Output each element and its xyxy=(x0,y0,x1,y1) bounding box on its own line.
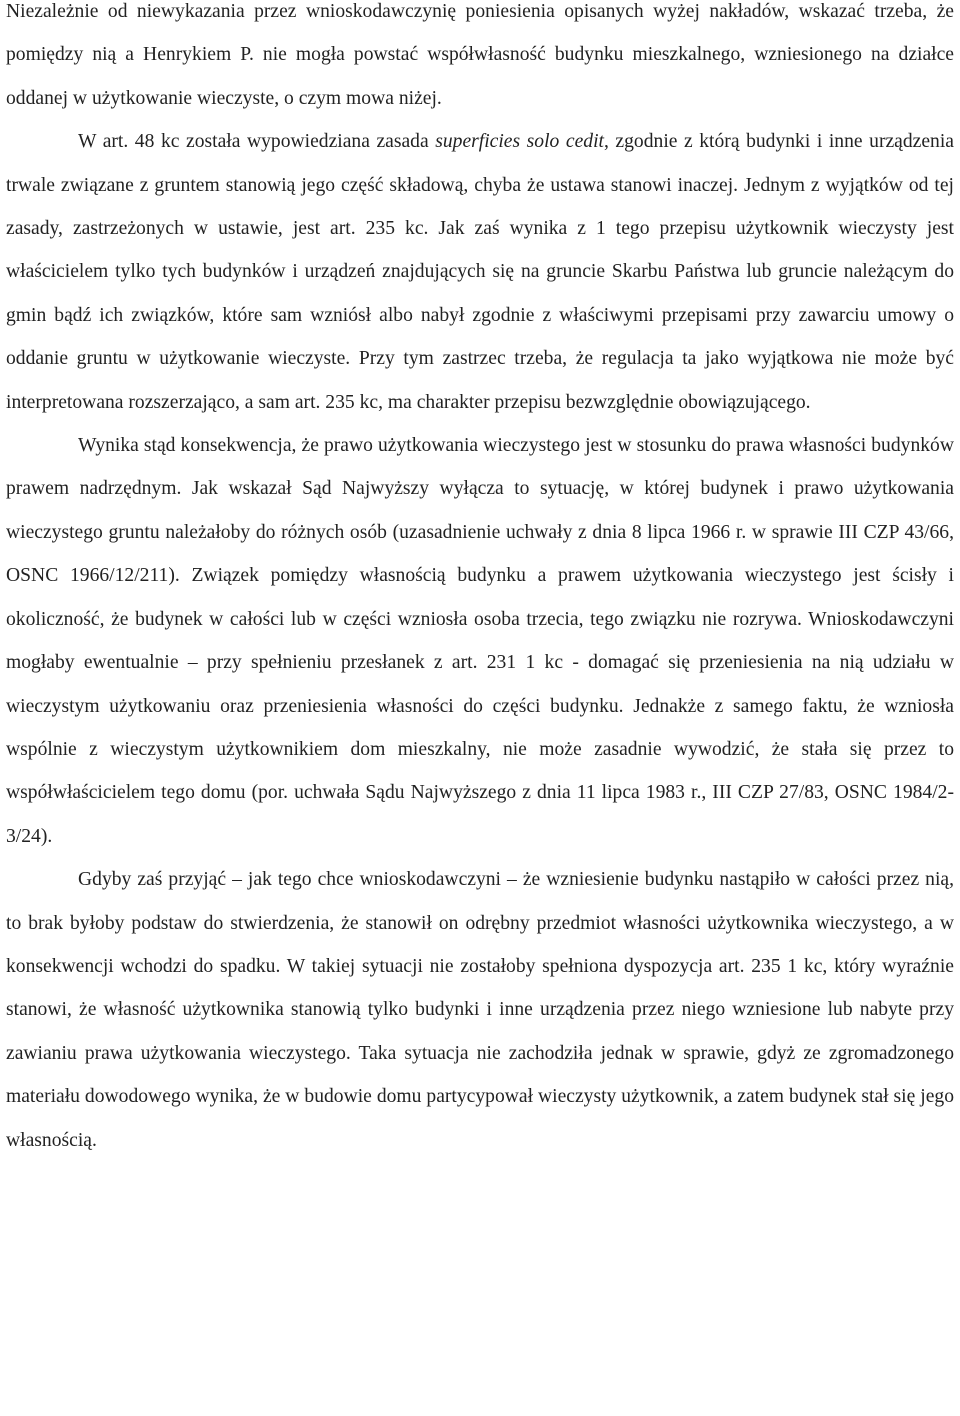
paragraph-2-text-a: W art. 48 kc została wypowiedziana zasada xyxy=(78,131,436,153)
paragraph-4 xyxy=(6,858,954,1162)
document-page xyxy=(6,0,954,1162)
paragraph-3 xyxy=(6,424,954,858)
paragraph-2-italic-latin-maxim: superficies solo cedit xyxy=(435,131,604,153)
paragraph-2 xyxy=(6,120,954,424)
paragraph-3-text: Wynika stąd konsekwencja, że prawo użytkowania wieczystego jest w stosunku do prawa własności budynków prawem nadrzędnym. Jak wskazał Sąd Najwyższy wyłącza to sytuację, w której budynek i prawo użytkowania wieczystego gruntu należałoby do różnych osób (uzasadnienie uchwały z dnia 8 lipca 1966 r. w sprawie III CZP 43/66, OSNC 1966/12/211). Związek pomiędzy własnością budynku a prawem użytkowania wieczystego jest ścisły i okoliczność, że budynek w całości lub w części wzniosła osoba trzecia, tego związku nie rozrywa. Wnioskodawczyni mogłaby ewentualnie – przy spełnieniu przesłanek z art. 231 1 kc - domagać się przeniesienia na nią udziału w wieczystym użytkowaniu oraz przeniesienia własności do części budynku. Jednakże z samego faktu, że wzniosła wspólnie z wieczystym użytkownikiem dom mieszkalny, nie może zasadnie wywodzić, że stała się przez to współwłaścicielem tego domu (por. uchwała Sądu Najwyższego z dnia 11 lipca 1983 r., III CZP 27/83, OSNC 1984/2-3/24). xyxy=(6,435,954,847)
paragraph-4-text: Gdyby zaś przyjąć – jak tego chce wnioskodawczyni – że wzniesienie budynku nastąpiło w całości przez nią, to brak byłoby podstaw do stwierdzenia, że stanowił on odrębny przedmiot własności użytkownika wieczystego, a w konsekwencji wchodzi do spadku. W takiej sytuacji nie zostałoby spełniona dyspozycja art. 235 1 kc, który wyraźnie stanowi, że własność użytkownika stanowią tylko budynki i inne urządzenia przez niego wzniesione lub nabyte przy zawianiu prawa użytkowania wieczystego. Taka sytuacja nie zachodziła jednak w sprawie, gdyż ze zgromadzonego materiału dowodowego wynika, że w budowie domu partycypował wieczysty użytkownik, a zatem budynek stał się jego własnością. xyxy=(6,869,954,1151)
paragraph-1-text: Niezależnie od niewykazania przez wnioskodawczynię poniesienia opisanych wyżej nakładów, wskazać trzeba, że pomiędzy nią a Henrykiem P. nie mogła powstać współwłasność budynku mieszkalnego, wzniesionego na działce oddanej w użytkowanie wieczyste, o czym mowa niżej. xyxy=(6,1,954,109)
paragraph-2-text-b: , zgodnie z którą budynki i inne urządzenia trwale związane z gruntem stanowią jego część składową, chyba że ustawa stanowi inaczej. Jednym z wyjątków od tej zasady, zastrzeżonych w ustawie, jest art. 235 kc. Jak zaś wynika z 1 tego przepisu użytkownik wieczysty jest właścicielem tylko tych budynków i urządzeń znajdujących się na gruncie Skarbu Państwa lub gruncie należącym do gmin bądź ich związków, które sam wzniósł albo nabył zgodnie z właściwymi przepisami przy zawarciu umowy o oddanie gruntu w użytkowanie wieczyste. Przy tym zastrzec trzeba, że regulacja ta jako wyjątkowa nie może być interpretowana rozszerzająco, a sam art. 235 kc, ma charakter przepisu bezwzględnie obowiązującego. xyxy=(6,131,954,413)
paragraph-1 xyxy=(6,0,954,120)
